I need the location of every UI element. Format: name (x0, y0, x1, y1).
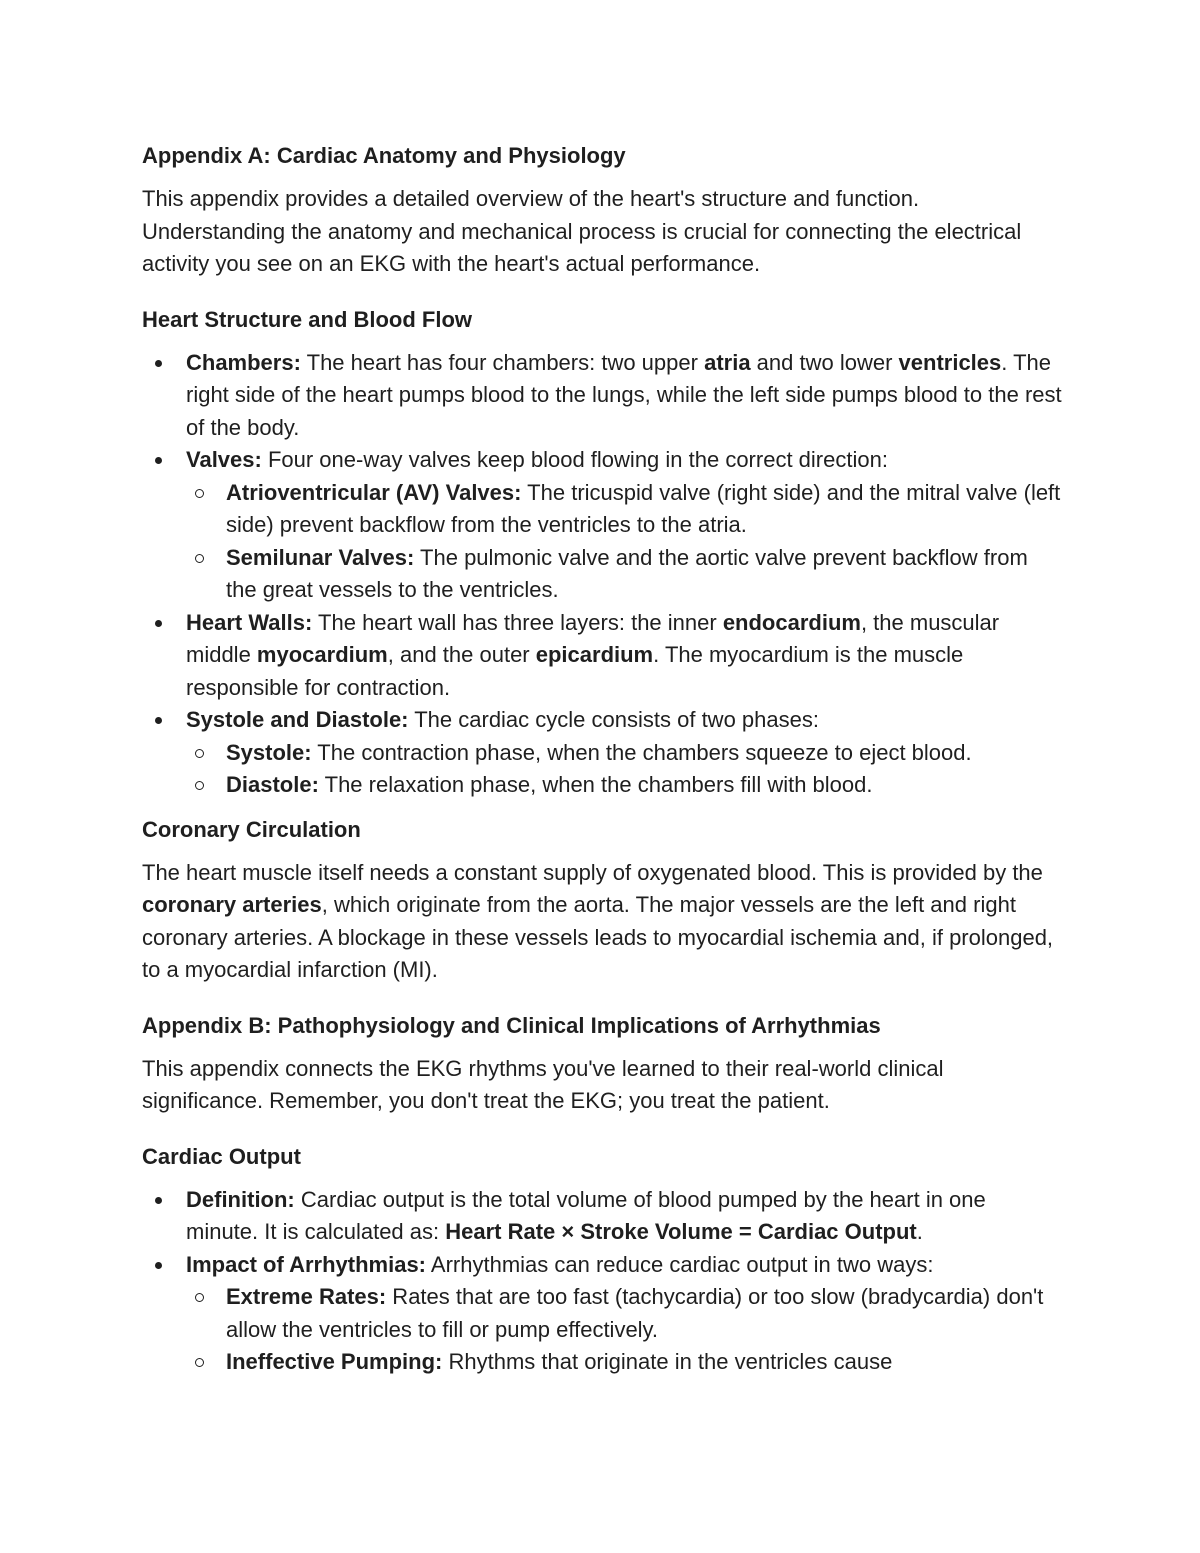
cycle-text: The cardiac cycle consists of two phases: (408, 707, 819, 732)
definition-text: Cardiac output is the total volume of blood pumped by the heart in one minute. It is calculated as: (186, 1186, 986, 1244)
systole-text: The contraction phase, when the chambers squeeze to eject blood. (311, 739, 972, 765)
systole-diastole-label: Systole and Diastole: (186, 707, 409, 732)
systole-label: Systole: (226, 739, 312, 765)
cycle-sublist (186, 737, 1062, 802)
impact-sublist (186, 1281, 1062, 1379)
chambers-text-3: . The right side of the heart pumps blood to the lungs, while the left side pumps blood to the rest of the body. (186, 349, 1062, 440)
heart-structure-heading: Heart Structure and Blood Flow (142, 306, 473, 332)
appendix-b-intro: This appendix connects the EKG rhythms you've learned to their real-world clinical significance. Remember, you don't treat the EKG; you treat the patient. (142, 1055, 944, 1113)
atria-term: atria (704, 349, 751, 375)
epicardium-term: epicardium (535, 642, 654, 667)
myocardium-term: myocardium (256, 642, 388, 667)
ineffective-pumping-text: Rhythms that originate in the ventricles cause (442, 1349, 893, 1374)
heart-structure-list (142, 347, 1062, 802)
coronary-circulation-paragraph (142, 857, 1062, 987)
coronary-circulation-heading: Coronary Circulation (142, 816, 361, 842)
extreme-rates-label: Extreme Rates: (226, 1284, 387, 1309)
impact-text: Arrhythmias can reduce cardiac output in two ways: (426, 1251, 934, 1277)
coronary-arteries-term: coronary arteries (142, 892, 322, 917)
av-valves-text: The tricuspid valve (right side) and the mitral valve (left side) prevent backflow from the ventricles to the atria. (226, 479, 1061, 537)
list-item-valves (142, 444, 1062, 607)
list-item-extreme-rates (186, 1281, 1062, 1346)
extreme-rates-text: Rates that are too fast (tachycardia) or too slow (bradycardia) don't allow the ventricles to fill or pump effectively. (226, 1284, 1044, 1342)
cardiac-output-formula: Heart Rate × Stroke Volume = Cardiac Output (445, 1219, 917, 1244)
walls-text-3: , and the outer (387, 642, 536, 667)
cardiac-output-heading: Cardiac Output (142, 1143, 301, 1169)
definition-end: . (916, 1219, 923, 1244)
list-item-heart-walls (142, 607, 1062, 705)
definition-label: Definition: (186, 1186, 295, 1212)
ineffective-pumping-label: Ineffective Pumping: (226, 1349, 443, 1374)
list-item-impact (142, 1249, 1062, 1379)
list-item-semilunar-valves (186, 542, 1062, 607)
chambers-text-2: and two lower (750, 349, 899, 375)
appendix-a-intro: This appendix provides a detailed overview of the heart's structure and function. Understanding the anatomy and mechanical process is crucial for connecting the electrical activity you see on an EKG with the heart's actual performance. (142, 186, 1022, 276)
av-valves-label: Atrioventricular (AV) Valves: (226, 479, 522, 505)
heart-walls-label: Heart Walls: (186, 609, 313, 635)
coronary-text-1: The heart muscle itself needs a constant supply of oxygenated blood. This is provided by the (142, 859, 1043, 885)
list-item-systole (186, 737, 1062, 770)
list-item-systole-diastole (142, 704, 1062, 802)
list-item-ineffective-pumping (186, 1346, 1062, 1379)
list-item-av-valves (186, 477, 1062, 542)
coronary-text-2: , which originate from the aorta. The major vessels are the left and right coronary arteries. A blockage in these vessels leads to myocardial ischemia and, if prolonged, to a myocardial infarction (MI). (142, 892, 1054, 982)
chambers-label: Chambers: (186, 349, 301, 375)
chambers-text-1: The heart has four chambers: two upper (300, 349, 705, 375)
appendix-b-heading: Appendix B: Pathophysiology and Clinical Implications of Arrhythmias (142, 1012, 881, 1038)
appendix-a-heading: Appendix A: Cardiac Anatomy and Physiology (142, 143, 626, 168)
cardiac-output-list (142, 1184, 1062, 1379)
valves-sublist (186, 477, 1062, 607)
impact-label: Impact of Arrhythmias: (186, 1251, 427, 1277)
endocardium-term: endocardium (722, 609, 861, 635)
semilunar-valves-text: The pulmonic valve and the aortic valve prevent backflow from the great vessels to the ventricles. (226, 544, 1028, 602)
walls-text-1: The heart wall has three layers: the inner (312, 609, 723, 635)
ventricles-term: ventricles (898, 349, 1002, 375)
list-item-diastole (186, 769, 1062, 802)
document-page (142, 140, 1062, 1379)
list-item-definition (142, 1184, 1062, 1249)
valves-label: Valves: (186, 447, 262, 472)
walls-text-2: , the muscular middle (186, 609, 1000, 667)
list-item-chambers (142, 347, 1062, 445)
diastole-label: Diastole: (226, 772, 319, 797)
diastole-text: The relaxation phase, when the chambers fill with blood. (318, 772, 873, 797)
valves-text: Four one-way valves keep blood flowing in the correct direction: (261, 447, 888, 472)
semilunar-valves-label: Semilunar Valves: (226, 544, 415, 570)
walls-text-4: . The myocardium is the muscle responsible for contraction. (186, 642, 964, 700)
